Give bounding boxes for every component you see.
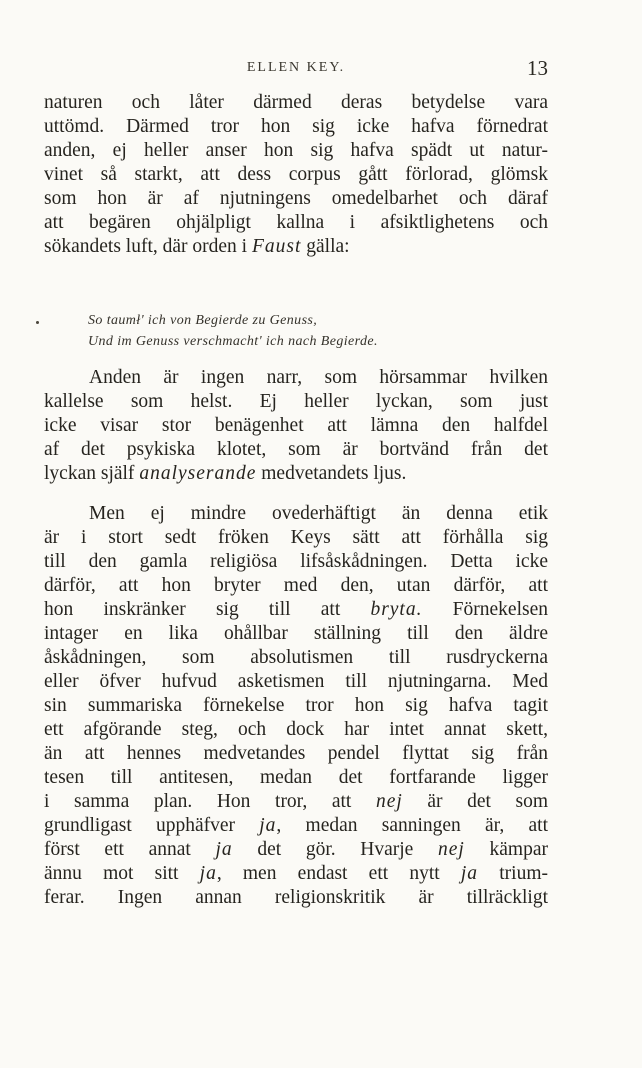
italic-word: analyserande: [139, 463, 257, 484]
page-number: 13: [527, 56, 548, 80]
text-line: sin summariska förnekelse tror hon sig hafva tagit: [44, 695, 548, 716]
text-line: uttömd. Därmed tror hon sig icke hafva förnedrat: [44, 116, 548, 137]
italic-word: ja: [259, 815, 277, 836]
text-line: som hon är af njutningens omedelbarhet och däraf: [44, 188, 548, 209]
text-line: än att hennes medvetandes pendel flyttat sig från: [44, 743, 548, 764]
text-line: icke visar stor benägenhet att lämna den halfdel: [44, 415, 548, 436]
paragraph-1: [44, 91, 548, 259]
italic-word: nej: [438, 839, 465, 860]
paragraph-2: [44, 366, 548, 486]
italic-word: Faust: [251, 236, 302, 257]
block-quote: [88, 310, 508, 352]
quote-line: So taumł' ich von Begierde zu Genuss,: [88, 313, 318, 328]
text-line: lyckan själf analyserande medvetandets ljus.: [44, 463, 407, 484]
text-line: ferar. Ingen annan religionskritik är tillräckligt: [44, 887, 548, 908]
text-line: Men ej mindre ovederhäftigt än denna etik: [89, 503, 548, 524]
text-line: anden, ej heller anser hon sig hafva spädt ut natur-: [44, 140, 548, 161]
italic-word: bryta.: [370, 599, 423, 620]
text-line: först ett annat ja det gör. Hvarje nej kämpar: [44, 839, 548, 860]
text-line: Anden är ingen narr, som hörsammar hvilken: [89, 367, 548, 388]
italic-word: ja: [215, 839, 233, 860]
text-line: grundligast upphäfver ja, medan sanningen är, att: [44, 815, 548, 836]
text-line: vinet så starkt, att dess corpus gått förlorad, glömsk: [44, 164, 548, 185]
text-line: ett afgörande steg, och dock har intet annat skett,: [44, 719, 548, 740]
text-line: därför, att hon bryter med den, utan därför, att: [44, 575, 548, 596]
italic-word: nej: [375, 791, 403, 812]
text-line: till den gamla religiösa lifsåskådningen. Detta icke: [44, 551, 548, 572]
text-line: är i stort sedt fröken Keys sätt att förhålla sig: [44, 527, 548, 548]
italic-word: ja: [460, 863, 479, 884]
margin-dot: [36, 321, 39, 324]
text-line: af det psykiska klotet, som är bortvänd från det: [44, 439, 548, 460]
text-line: intager en lika ohållbar ställning till den äldre: [44, 623, 548, 644]
text-line: ännu mot sitt ja, men endast ett nytt ja trium-: [44, 863, 548, 884]
text-line: tesen till antitesen, medan det fortfarande ligger: [44, 767, 548, 788]
paragraph-3: [44, 502, 548, 910]
text-line: eller öfver hufvud asketismen till njutningarna. Med: [44, 671, 548, 692]
running-title: ELLEN KEY.: [246, 60, 346, 75]
text-line: hon inskränker sig till att bryta. Förnekelsen: [44, 599, 548, 620]
text-line: naturen och låter därmed deras betydelse vara: [44, 92, 548, 113]
text-line: kallelse som helst. Ej heller lyckan, som just: [44, 391, 548, 412]
text-line: åskådningen, som absolutismen till rusdryckerna: [44, 647, 548, 668]
page-header: [44, 56, 548, 84]
text-line: sökandets luft, där orden i Faust gälla:: [44, 236, 350, 257]
quote-line: Und im Genuss verschmacht' ich nach Begierde.: [88, 334, 378, 349]
text-line: att begären ohjälpligt kallna i afsiktlighetens och: [44, 212, 548, 233]
text-line: i samma plan. Hon tror, att nej är det som: [44, 791, 548, 812]
italic-word: ja: [199, 863, 217, 884]
